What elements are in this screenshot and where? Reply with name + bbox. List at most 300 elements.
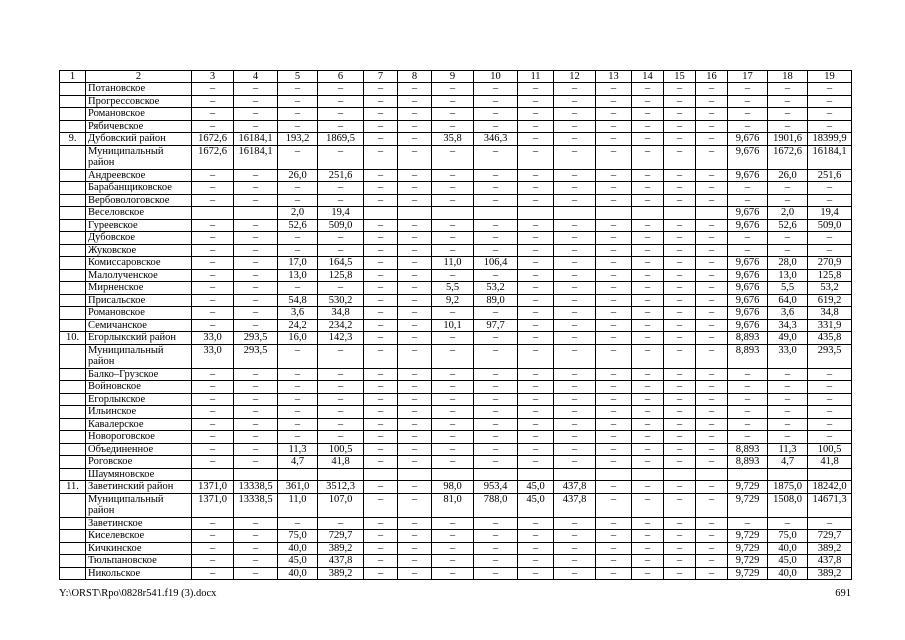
table-cell: – [696,542,728,555]
table-cell: – [192,120,234,133]
table-cell: – [632,307,664,320]
table-cell: – [318,145,364,169]
row-number [60,307,86,320]
table-cell: – [554,120,596,133]
table-row [60,418,852,431]
table-cell: – [432,332,474,345]
table-cell: – [398,120,432,133]
table-cell: – [664,555,696,568]
table-cell: – [664,194,696,207]
table-row [60,332,852,345]
table-cell: – [696,269,728,282]
table-cell: – [398,282,432,295]
table-cell: – [596,145,632,169]
table-cell: – [728,381,768,394]
table-row [60,393,852,406]
table-cell: 64,0 [768,294,808,307]
row-name: Муниципальный район [86,493,192,517]
table-cell: – [192,418,234,431]
row-name: Тюльпановское [86,555,192,568]
table-cell: – [432,83,474,96]
table-cell: – [696,120,728,133]
table-cell: 164,5 [318,257,364,270]
table-cell: 33,0 [192,344,234,368]
table-cell: – [234,194,278,207]
table-cell [696,207,728,220]
table-cell: 2,0 [768,207,808,220]
table-cell: – [518,530,554,543]
table-cell: – [192,282,234,295]
table-row [60,368,852,381]
table-cell: 100,5 [808,443,852,456]
table-cell: – [364,493,398,517]
table-cell: 35,8 [432,133,474,146]
table-cell: – [474,443,518,456]
table-cell: 81,0 [432,493,474,517]
table-cell: – [318,393,364,406]
table-cell: – [768,83,808,96]
table-cell: – [596,95,632,108]
table-cell: – [234,95,278,108]
table-cell: – [234,368,278,381]
table-cell [364,468,398,481]
table-cell: – [664,418,696,431]
table-row [60,431,852,444]
table-cell: 11,3 [768,443,808,456]
table-cell: 9,676 [728,219,768,232]
table-cell: – [518,542,554,555]
table-cell: – [554,368,596,381]
table-cell: 9,729 [728,530,768,543]
table-cell: – [518,219,554,232]
table-cell: – [596,194,632,207]
table-cell: – [398,95,432,108]
table-cell: – [696,381,728,394]
row-number [60,567,86,580]
table-cell: – [632,294,664,307]
column-header: 5 [278,71,318,83]
table-cell: – [632,95,664,108]
row-name: Комиссаровское [86,257,192,270]
row-number [60,108,86,121]
table-cell: – [696,169,728,182]
table-cell: – [474,95,518,108]
table-cell: – [596,555,632,568]
table-cell: – [518,332,554,345]
data-table [59,70,852,580]
table-cell: – [234,431,278,444]
table-cell: 9,729 [728,567,768,580]
row-number [60,319,86,332]
table-cell: 361,0 [278,481,318,494]
table-cell: – [432,95,474,108]
table-cell: – [728,95,768,108]
row-name: Ильинское [86,406,192,419]
table-row [60,381,852,394]
table-cell: – [554,344,596,368]
table-cell: – [728,120,768,133]
row-number: 10. [60,332,86,345]
row-number [60,269,86,282]
table-cell: – [474,517,518,530]
table-cell: – [518,83,554,96]
table-cell: 5,5 [768,282,808,295]
table-cell: – [398,418,432,431]
table-cell: – [364,431,398,444]
table-cell: 45,0 [768,555,808,568]
table-cell: – [664,133,696,146]
table-cell: – [696,344,728,368]
table-cell: – [518,120,554,133]
table-cell: – [554,406,596,419]
table-cell: – [632,530,664,543]
table-cell: – [474,344,518,368]
table-cell: – [364,555,398,568]
table-cell: 389,2 [318,567,364,580]
table-cell: – [664,269,696,282]
table-cell [518,468,554,481]
table-cell: – [664,368,696,381]
table-cell: 509,0 [808,219,852,232]
row-number [60,194,86,207]
table-cell: 13338,5 [234,481,278,494]
table-cell: 13338,5 [234,493,278,517]
row-number [60,443,86,456]
column-header: 3 [192,71,234,83]
table-cell: – [278,194,318,207]
table-cell: – [318,194,364,207]
table-cell: – [192,269,234,282]
row-name: Дубовское [86,232,192,245]
table-cell: – [632,319,664,332]
table-cell: – [398,431,432,444]
column-header: 4 [234,71,278,83]
table-cell: – [318,83,364,96]
table-cell: 19,4 [808,207,852,220]
table-cell: – [596,307,632,320]
table-cell: 9,729 [728,555,768,568]
table-cell: – [596,182,632,195]
table-cell: – [518,418,554,431]
row-number [60,456,86,469]
table-cell: – [554,555,596,568]
table-cell: 11,0 [278,493,318,517]
table-cell: – [192,443,234,456]
row-number [60,83,86,96]
row-number [60,294,86,307]
table-cell: – [474,182,518,195]
row-number [60,381,86,394]
table-cell: 11,0 [432,257,474,270]
table-cell: – [596,133,632,146]
table-cell: – [192,555,234,568]
table-cell: – [398,294,432,307]
table-cell: – [554,456,596,469]
footer-file-path: Y:\ORST\Rpo\0828r541.f19 (3).docx [59,588,217,599]
table-cell: 4,7 [768,456,808,469]
table-cell: 9,676 [728,169,768,182]
table-cell: – [554,145,596,169]
table-cell: – [518,257,554,270]
table-cell: – [554,219,596,232]
row-number: 11. [60,481,86,494]
table-cell: – [474,456,518,469]
table-cell: – [554,95,596,108]
table-cell: 16,0 [278,332,318,345]
table-cell: 9,676 [728,269,768,282]
column-header: 12 [554,71,596,83]
table-cell: – [432,418,474,431]
table-cell: – [664,145,696,169]
table-row [60,269,852,282]
table-cell: – [664,530,696,543]
table-cell: – [234,169,278,182]
table-cell: – [696,307,728,320]
table-cell: – [364,182,398,195]
table-cell: – [632,567,664,580]
table-cell: – [278,282,318,295]
table-cell: – [554,307,596,320]
table-cell: – [234,294,278,307]
table-cell: – [664,244,696,257]
table-cell: 52,6 [278,219,318,232]
table-cell: 26,0 [768,169,808,182]
table-cell: – [664,307,696,320]
table-cell [554,468,596,481]
table-cell: – [596,257,632,270]
table-cell: – [554,530,596,543]
table-cell: – [234,307,278,320]
table-cell: – [664,319,696,332]
table-cell [192,207,234,220]
table-row [60,344,852,368]
table-cell: – [768,431,808,444]
table-cell: – [768,381,808,394]
table-cell: – [664,169,696,182]
table-cell: – [364,381,398,394]
table-cell [768,468,808,481]
table-cell: – [234,381,278,394]
table-cell: – [278,182,318,195]
table-cell: – [664,393,696,406]
table-row [60,182,852,195]
table-row [60,443,852,456]
row-number [60,517,86,530]
table-cell: – [768,393,808,406]
table-cell: – [554,431,596,444]
table-cell: – [696,194,728,207]
table-cell: – [398,319,432,332]
table-cell: – [518,194,554,207]
table-cell [192,468,234,481]
table-cell: – [808,232,852,245]
table-cell: – [808,95,852,108]
column-header: 19 [808,71,852,83]
row-number [60,232,86,245]
table-cell: 331,9 [808,319,852,332]
table-cell: 10,1 [432,319,474,332]
table-cell: 788,0 [474,493,518,517]
table-cell: – [278,232,318,245]
table-cell: – [364,169,398,182]
table-cell: – [474,244,518,257]
table-cell: 16184,1 [234,145,278,169]
table-cell: – [398,257,432,270]
table-cell: 1672,6 [192,145,234,169]
table-cell: 45,0 [518,481,554,494]
row-number [60,431,86,444]
row-name: Рябичевское [86,120,192,133]
table-cell: 45,0 [278,555,318,568]
table-row [60,145,852,169]
table-cell: – [518,307,554,320]
row-name: Гуреевское [86,219,192,232]
table-cell: – [192,406,234,419]
table-cell [632,207,664,220]
table-cell: – [696,244,728,257]
table-cell: – [664,431,696,444]
row-name: Егорлыкское [86,393,192,406]
table-cell: – [554,169,596,182]
table-cell: – [432,456,474,469]
table-cell: – [474,393,518,406]
table-cell: – [432,169,474,182]
row-number [60,120,86,133]
table-cell: – [192,294,234,307]
table-cell: – [318,381,364,394]
table-cell: – [808,431,852,444]
row-number [60,530,86,543]
table-cell: – [554,269,596,282]
table-cell: – [518,567,554,580]
table-cell: 293,5 [808,344,852,368]
table-cell: 40,0 [768,542,808,555]
row-number [60,393,86,406]
table-cell: 5,5 [432,282,474,295]
table-cell: – [632,169,664,182]
row-number [60,282,86,295]
table-cell: – [318,517,364,530]
table-cell: – [432,244,474,257]
table-cell: – [518,344,554,368]
table-cell: – [808,182,852,195]
table-cell: – [278,95,318,108]
table-cell: – [398,332,432,345]
table-cell: 40,0 [278,542,318,555]
column-header: 8 [398,71,432,83]
table-cell: – [364,120,398,133]
table-cell: 18399,9 [808,133,852,146]
table-cell: – [554,294,596,307]
table-cell: – [728,194,768,207]
table-cell: 9,2 [432,294,474,307]
table-row [60,456,852,469]
table-cell: – [432,555,474,568]
table-cell: – [364,443,398,456]
table-cell: 54,8 [278,294,318,307]
table-cell: – [234,406,278,419]
table-cell: – [696,145,728,169]
table-cell: – [808,381,852,394]
table-cell: – [398,83,432,96]
table-row [60,83,852,96]
table-cell: – [664,282,696,295]
table-cell: – [596,108,632,121]
table-cell: – [474,83,518,96]
table-cell: 437,8 [318,555,364,568]
table-cell: – [474,530,518,543]
table-cell: – [596,481,632,494]
table-cell: – [632,481,664,494]
table-cell: – [318,95,364,108]
table-cell: 13,0 [768,269,808,282]
table-cell: – [398,481,432,494]
table-cell: – [696,108,728,121]
table-cell: – [398,567,432,580]
table-cell: – [632,381,664,394]
table-cell: – [554,133,596,146]
table-cell: – [432,145,474,169]
table-cell: 1869,5 [318,133,364,146]
table-cell: – [398,194,432,207]
table-cell: – [554,393,596,406]
table-cell: – [554,443,596,456]
table-cell: 75,0 [768,530,808,543]
table-cell: 1371,0 [192,493,234,517]
table-cell: – [768,95,808,108]
table-cell: 389,2 [318,542,364,555]
table-cell: 2,0 [278,207,318,220]
table-cell: 1672,6 [192,133,234,146]
table-cell: 193,2 [278,133,318,146]
column-header: 18 [768,71,808,83]
table-cell: – [278,368,318,381]
table-cell: – [664,481,696,494]
table-cell: – [632,282,664,295]
table-cell: 251,6 [318,169,364,182]
table-cell: – [234,567,278,580]
table-cell: 34,8 [318,307,364,320]
table-cell: 346,3 [474,133,518,146]
table-cell: 293,5 [234,332,278,345]
table-cell: – [808,244,852,257]
table-cell: – [192,431,234,444]
table-cell [398,468,432,481]
table-cell: – [664,542,696,555]
table-cell: – [596,431,632,444]
table-cell: – [596,567,632,580]
table-cell: – [808,418,852,431]
row-name: Заветинский район [86,481,192,494]
table-cell: – [364,95,398,108]
table-cell: – [596,294,632,307]
row-name: Киселевское [86,530,192,543]
table-cell: – [364,83,398,96]
table-cell: 40,0 [278,567,318,580]
table-cell: – [632,443,664,456]
table-cell: – [364,368,398,381]
table-cell: – [518,133,554,146]
table-cell: – [632,555,664,568]
table-cell: – [192,194,234,207]
table-cell: 26,0 [278,169,318,182]
column-header: 1 [60,71,86,83]
table-cell: – [728,83,768,96]
table-cell: – [318,406,364,419]
row-name: Жуковское [86,244,192,257]
table-cell: 1875,0 [768,481,808,494]
table-cell: – [768,194,808,207]
